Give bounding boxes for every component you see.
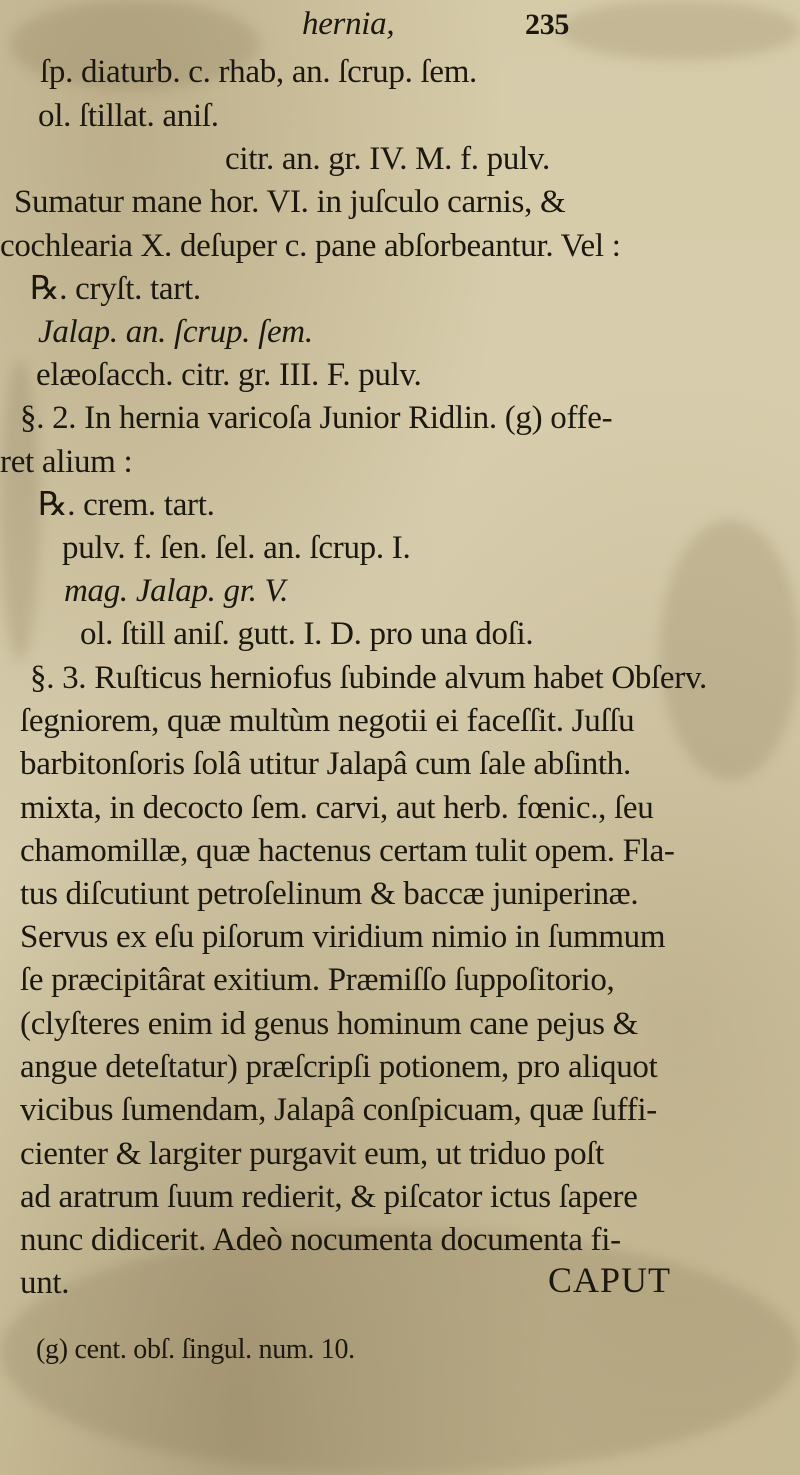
text-line: ſp. diaturb. c. rhab, an. ſcrup. ſem. <box>40 54 478 90</box>
text-line: §. 2. In hernia varicoſa Junior Ridlin. (g) offe- <box>20 400 613 436</box>
text-line: ol. ſtill aniſ. gutt. I. D. pro una doſi. <box>80 616 534 652</box>
text-line: cochlearia X. deſuper c. pane abſorbeantur. Vel : <box>0 228 621 264</box>
text-line: angue deteſtatur) præſcripſi potionem, pro aliquot <box>20 1049 658 1085</box>
text-line: Jalap. an. ſcrup. ſem. <box>38 314 313 350</box>
text-line: (clyſteres enim id genus hominum cane pejus & <box>20 1006 638 1042</box>
text-line: mixta, in decocto ſem. carvi, aut herb. fœnic., ſeu <box>20 790 654 826</box>
text-line: ret alium : <box>0 444 133 480</box>
text-line: barbitonſoris ſolâ utitur Jalapâ cum ſale abſinth. <box>20 746 631 782</box>
text-line: ad aratrum ſuum redierit, & piſcator ictus ſapere <box>20 1179 638 1215</box>
text-line: unt. <box>20 1265 70 1301</box>
text-line: vicibus ſumendam, Jalapâ conſpicuam, quæ ſuffi- <box>20 1092 657 1128</box>
text-line: tus diſcutiunt petroſelinum & baccæ juniperinæ. <box>20 876 639 912</box>
text-line: pulv. f. ſen. ſel. an. ſcrup. I. <box>62 530 411 566</box>
text-line: elæoſacch. citr. gr. III. F. pulv. <box>36 357 422 393</box>
text-line: Servus ex eſu piſorum viridium nimio in ſummum <box>20 919 666 955</box>
catchword: CAPUT <box>548 1260 672 1300</box>
text-line: chamomillæ, quæ hactenus certam tulit opem. Fla- <box>20 833 675 869</box>
page-number: 235 <box>525 8 570 41</box>
text-line: §. 3. Ruſticus herniofus ſubinde alvum habet Obſerv. <box>30 660 707 696</box>
text-line: mag. Jalap. gr. V. <box>64 573 289 609</box>
text-line: ol. ſtillat. aniſ. <box>38 98 219 134</box>
text-line: cienter & largiter purgavit eum, ut triduo poſt <box>20 1136 605 1172</box>
footnote: (g) cent. obſ. ſingul. num. 10. <box>36 1334 355 1365</box>
running-head: hernia, <box>302 6 395 42</box>
text-line: ℞. cryſt. tart. <box>30 271 201 307</box>
text-line: ſe præcipitârat exitium. Præmiſſo ſuppoſitorio, <box>20 962 615 998</box>
text-line: nunc didicerit. Adeò nocumenta documenta fi- <box>20 1222 621 1258</box>
text-line: ſegniorem, quæ multùm negotii ei faceſſit. Juſſu <box>20 703 635 739</box>
text-line: Sumatur mane hor. VI. in juſculo carnis, & <box>14 184 566 220</box>
text-line: citr. an. gr. IV. M. f. pulv. <box>225 141 550 177</box>
text-line: ℞. crem. tart. <box>38 487 215 523</box>
